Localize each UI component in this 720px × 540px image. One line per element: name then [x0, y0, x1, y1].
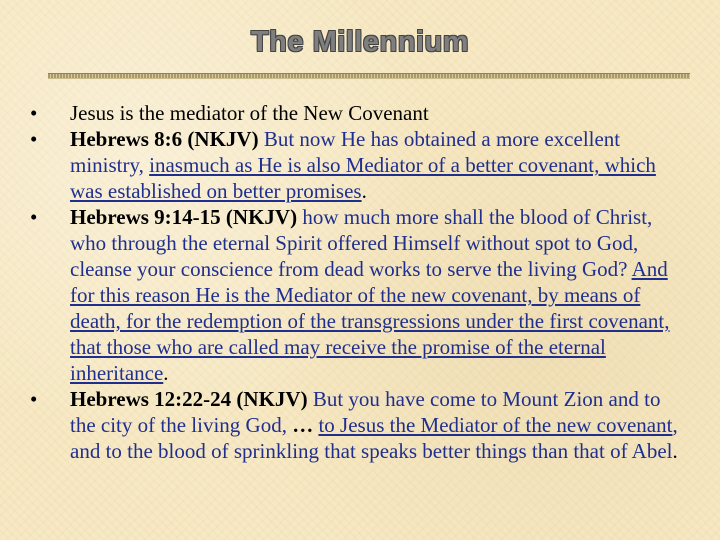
scripture-quote: how much more shall the blood of Christ, who through the eternal Spirit offered Himself without spot to God, cleanse your conscience from dead works to serve the living God? [70, 205, 653, 281]
item-text: Jesus is the mediator of the New Covenant [70, 101, 429, 125]
bullet-icon: • [30, 387, 38, 411]
punctuation: . [163, 361, 169, 385]
bullet-icon: • [30, 101, 38, 125]
bullet-icon: • [30, 127, 38, 151]
bullet-list [30, 100, 690, 464]
list-item [30, 126, 690, 204]
list-item [30, 386, 690, 464]
scripture-quote: But now He has obtained a more excellent ministry, [70, 127, 621, 177]
scripture-quote: , and to the blood of sprinkling that speaks better things than that of Abel [70, 413, 678, 463]
scripture-quote-underlined: inasmuch as He is also Mediator of a better covenant, which was established on better promises [70, 153, 656, 203]
scripture-reference: Hebrews 8:6 (NKJV) [70, 127, 259, 151]
bullet-icon: • [30, 205, 38, 229]
scripture-reference: Hebrews 12:22-24 (NKJV) [70, 387, 308, 411]
scripture-reference: Hebrews 9:14-15 (NKJV) [70, 205, 298, 229]
scripture-quote-underlined: And for this reason He is the Mediator of the new covenant, by means of death, for the redemption of the transgressions under the first covenant, that those who are called may receive the promise of the eternal inheritance [70, 257, 670, 385]
scripture-quote-underlined: to Jesus the Mediator of the new covenant [318, 413, 673, 437]
punctuation: . [672, 439, 678, 463]
scripture-quote: But you have come to Mount Zion and to the city of the living God, [70, 387, 661, 437]
title-divider [48, 73, 690, 79]
slide-title: The Millennium [250, 26, 470, 58]
list-item [30, 100, 690, 126]
list-item [30, 204, 690, 386]
punctuation: . [361, 179, 367, 203]
ellipsis: … [292, 413, 314, 437]
